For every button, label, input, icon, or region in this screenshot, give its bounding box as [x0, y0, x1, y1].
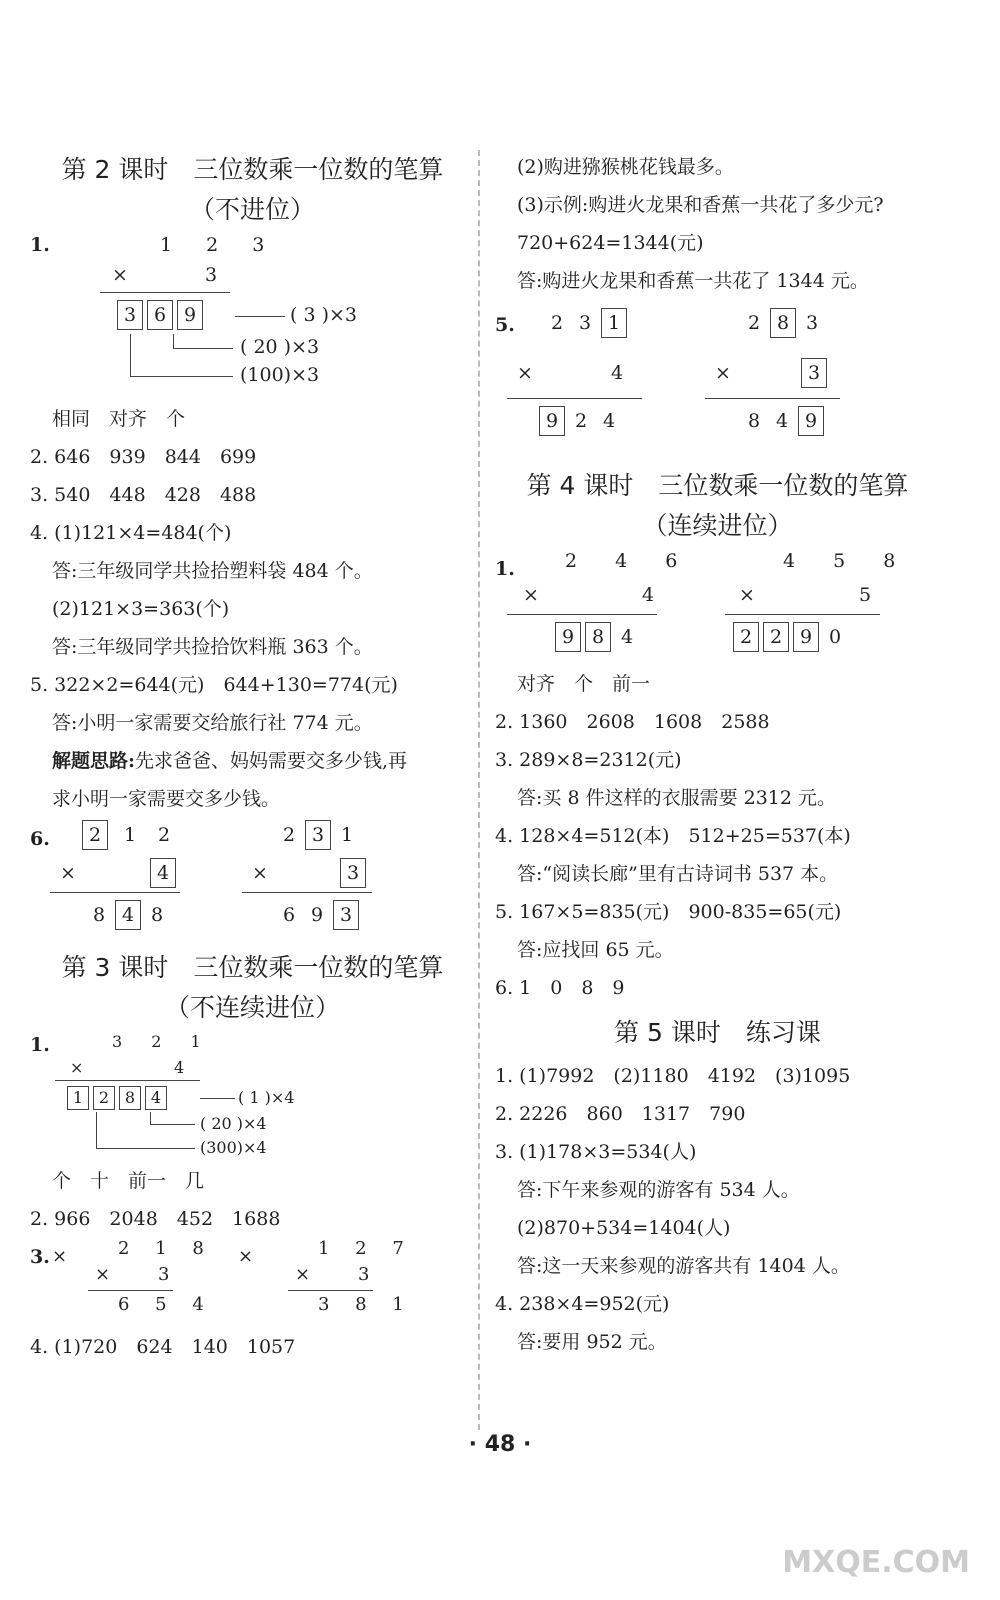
times-sign: ×	[517, 362, 533, 384]
connector-line	[130, 376, 233, 377]
answer-boxes	[115, 300, 205, 330]
answer-box: 2	[82, 820, 108, 850]
column-divider	[478, 150, 480, 1430]
annotation: ( 20 )×4	[200, 1114, 267, 1133]
connector-line	[200, 1098, 235, 1099]
lesson2-q4a-answer: 答:三年级同学共捡拾塑料袋 484 个。	[52, 560, 373, 582]
answer-box: 2	[733, 622, 759, 652]
multiplicand: 1 2 7	[318, 1238, 414, 1259]
watermark: MXQE.COM	[782, 1545, 970, 1580]
lesson2-q6	[30, 818, 475, 938]
lesson4-title-line1: 第 4 课时 三位数乘一位数的笔算	[526, 471, 909, 500]
right-column	[495, 148, 940, 1361]
connector-line	[235, 316, 285, 317]
times-sign: ×	[60, 862, 76, 884]
calc-b-result	[275, 900, 361, 930]
calc-b-result	[731, 622, 849, 652]
fill-blank-answer: 对齐 个 前一	[517, 673, 651, 695]
answer-box: 3	[305, 820, 331, 850]
multiplier: 4	[611, 362, 624, 384]
lesson4-q4: 4. 128×4=512(本) 512+25=537(本)	[495, 825, 851, 847]
calc-b-top	[275, 820, 361, 850]
digit: 1	[124, 824, 137, 846]
calc-line	[50, 892, 180, 893]
digit: 6	[282, 904, 296, 926]
lesson2-q5-answer: 答:小明一家需要交给旅行社 774 元。	[52, 712, 373, 734]
calc-line	[88, 1290, 173, 1291]
lesson3-q3	[30, 1238, 475, 1328]
connector-line	[150, 1112, 151, 1124]
times-sign: ×	[523, 584, 539, 606]
annotation: ( 3 )×3	[290, 304, 358, 326]
multiplier: 3	[158, 1264, 170, 1285]
lesson3-title-line2: （不连续进位）	[164, 993, 340, 1022]
digit: 3	[805, 312, 819, 334]
lesson5-q2: 2. 2226 860 1317 790	[495, 1103, 746, 1125]
left-column	[30, 140, 475, 1366]
lesson5-q3a-answer: 答:下午来参观的游客有 534 人。	[517, 1179, 800, 1201]
times-sign: ×	[739, 584, 755, 606]
answer-box: 4	[150, 858, 176, 888]
cont-line: 720+624=1344(元)	[517, 232, 704, 254]
times-sign: ×	[112, 264, 128, 286]
fill-blank-answer: 相同 对齐 个	[52, 408, 186, 430]
calc-line	[55, 1080, 200, 1081]
digit: 2	[550, 312, 564, 334]
lesson4-title	[495, 466, 940, 546]
q-number: 1.	[30, 1034, 50, 1056]
lesson3-title	[30, 948, 475, 1028]
digit: 8	[150, 904, 164, 926]
calc-a-result	[537, 406, 623, 436]
product: 6 5 4	[118, 1294, 214, 1315]
right-q5	[495, 306, 940, 456]
lesson3-q2: 2. 966 2048 452 1688	[30, 1208, 281, 1230]
connector-line	[150, 1124, 195, 1125]
times-sign: ×	[715, 362, 731, 384]
digit: 8	[92, 904, 106, 926]
q-number: 3.	[30, 1246, 50, 1268]
answer-box: 8	[770, 308, 796, 338]
digit: 2	[574, 410, 588, 432]
calc-b-top	[740, 308, 826, 338]
answer-box: 3	[340, 858, 366, 888]
lesson4-q4-answer: 答:“阅读长廊”里有古诗词书 537 本。	[517, 863, 839, 885]
answer-box: 4	[115, 900, 141, 930]
times-sign: ×	[52, 1246, 68, 1267]
tip-text-cont: 求小明一家需要交多少钱。	[52, 788, 281, 810]
calc-line	[507, 398, 642, 399]
answer-box: 3	[801, 358, 827, 388]
multiplicand: 2 4 6	[565, 550, 694, 572]
times-sign: ×	[295, 1264, 311, 1285]
lesson4-q3: 3. 289×8=2312(元)	[495, 749, 682, 771]
calc-a-result	[553, 622, 641, 652]
times-sign: ×	[95, 1264, 111, 1285]
connector-line	[96, 1148, 195, 1149]
lesson5-q1: 1. (1)7992 (2)1180 4192 (3)1095	[495, 1065, 851, 1087]
lesson5-q4: 4. 238×4=952(元)	[495, 1293, 670, 1315]
multiplier: 4	[174, 1058, 185, 1077]
annotation: ( 1 )×4	[238, 1088, 295, 1107]
answer-box: 8	[119, 1086, 141, 1110]
calc-line	[100, 292, 230, 293]
answer-box: 1	[601, 308, 627, 338]
lesson2-q5: 5. 322×2=644(元) 644+130=774(元)	[30, 674, 398, 696]
times-sign: ×	[70, 1058, 84, 1077]
answer-box: 4	[145, 1086, 167, 1110]
annotation: (100)×3	[240, 364, 320, 386]
lesson4-q5-answer: 答:应找回 65 元。	[517, 939, 674, 961]
cont-line: 答:购进火龙果和香蕉一共花了 1344 元。	[517, 270, 869, 292]
digit: 9	[310, 904, 324, 926]
answer-box: 2	[763, 622, 789, 652]
digit: 8	[747, 410, 761, 432]
lesson4-title-line2: （连续进位）	[642, 511, 793, 540]
multiplier: 3	[205, 264, 218, 286]
lesson5-q3b-answer: 答:这一天来参观的游客共有 1404 人。	[517, 1255, 850, 1277]
answer-box: 9	[555, 622, 581, 652]
digit: 4	[620, 626, 634, 648]
q-number: 6.	[30, 828, 50, 850]
answer-box: 9	[798, 406, 824, 436]
lesson3-q1	[30, 1032, 475, 1162]
connector-line	[130, 334, 131, 376]
connector-line	[173, 348, 233, 349]
multiplier: 4	[642, 584, 655, 606]
digit: 3	[578, 312, 592, 334]
lesson2-q4a: 4. (1)121×4=484(个)	[30, 522, 232, 544]
multiplicand: 1 2 3	[160, 234, 279, 256]
answer-box: 9	[539, 406, 565, 436]
calc-a-top	[80, 820, 178, 850]
times-sign: ×	[238, 1246, 254, 1267]
calc-b-result	[740, 406, 826, 436]
q-number: 5.	[495, 314, 515, 336]
multiplicand: 4 5 8	[783, 550, 912, 572]
page-number: · 48 ·	[468, 1432, 532, 1457]
digit: 2	[158, 824, 171, 846]
q-number: 1.	[30, 234, 50, 256]
calc-a-top	[543, 308, 629, 338]
lesson4-q3-answer: 答:买 8 件这样的衣服需要 2312 元。	[517, 787, 837, 809]
digit: 1	[340, 824, 354, 846]
lesson3-title-line1: 第 3 课时 三位数乘一位数的笔算	[61, 953, 444, 982]
digit: 2	[282, 824, 296, 846]
answer-box: 3	[333, 900, 359, 930]
product: 3 8 1	[318, 1294, 414, 1315]
answer-box: 8	[585, 622, 611, 652]
lesson5-q3b: (2)870+534=1404(人)	[517, 1217, 731, 1239]
lesson4-q2: 2. 1360 2608 1608 2588	[495, 711, 770, 733]
calc-line	[288, 1290, 373, 1291]
multiplier: 3	[358, 1264, 370, 1285]
digit: 0	[828, 626, 842, 648]
annotation: (300)×4	[200, 1138, 267, 1157]
times-sign: ×	[252, 862, 268, 884]
tip-label: 解题思路:	[52, 750, 136, 772]
answer-boxes	[65, 1086, 169, 1110]
lesson2-q5-tip	[30, 742, 475, 780]
digit: 4	[602, 410, 616, 432]
answer-box: 9	[177, 300, 203, 330]
lesson2-q4b-answer: 答:三年级同学共捡拾饮料瓶 363 个。	[52, 636, 373, 658]
tip-text: 先求爸爸、妈妈需要交多少钱,再	[135, 750, 408, 772]
answer-box: 9	[793, 622, 819, 652]
answer-box: 2	[93, 1086, 115, 1110]
lesson5-q3a: 3. (1)178×3=534(人)	[495, 1141, 697, 1163]
cont-line: (3)示例:购进火龙果和香蕉一共花了多少元?	[517, 194, 884, 216]
calc-a-result	[85, 900, 171, 930]
fill-blank-answer: 个 十 前一 几	[52, 1170, 205, 1192]
multiplier: 5	[859, 584, 872, 606]
lesson3-q4: 4. (1)720 624 140 1057	[30, 1336, 296, 1358]
lesson2-title-line1: 第 2 课时 三位数乘一位数的笔算	[61, 155, 444, 184]
calc-line	[507, 614, 657, 615]
connector-line	[173, 334, 174, 348]
lesson4-q1	[495, 550, 940, 665]
calc-line	[705, 398, 840, 399]
answer-box: 1	[67, 1086, 89, 1110]
calc-line	[242, 892, 372, 893]
lesson2-title	[30, 150, 475, 230]
cont-line: (2)购进猕猴桃花钱最多。	[517, 156, 734, 178]
multiplicand: 3 2 1	[112, 1032, 213, 1051]
annotation: ( 20 )×3	[240, 336, 320, 358]
answer-box: 6	[147, 300, 173, 330]
lesson4-q6: 6. 1 0 8 9	[495, 977, 625, 999]
lesson2-q4b: (2)121×3=363(个)	[52, 598, 230, 620]
lesson2-q1	[30, 234, 475, 394]
answer-box: 3	[117, 300, 143, 330]
connector-line	[96, 1112, 97, 1148]
digit: 2	[747, 312, 761, 334]
lesson2-q2: 2. 646 939 844 699	[30, 446, 257, 468]
lesson2-title-line2: （不进位）	[189, 195, 315, 224]
lesson2-q3: 3. 540 448 428 488	[30, 484, 257, 506]
calc-line	[725, 614, 880, 615]
lesson5-title: 第 5 课时 练习课	[614, 1018, 821, 1047]
lesson4-q5: 5. 167×5=835(元) 900-835=65(元)	[495, 901, 842, 923]
multiplicand: 2 1 8	[118, 1238, 214, 1259]
lesson5-q4-answer: 答:要用 952 元。	[517, 1331, 667, 1353]
digit: 4	[775, 410, 789, 432]
q-number: 1.	[495, 558, 515, 580]
